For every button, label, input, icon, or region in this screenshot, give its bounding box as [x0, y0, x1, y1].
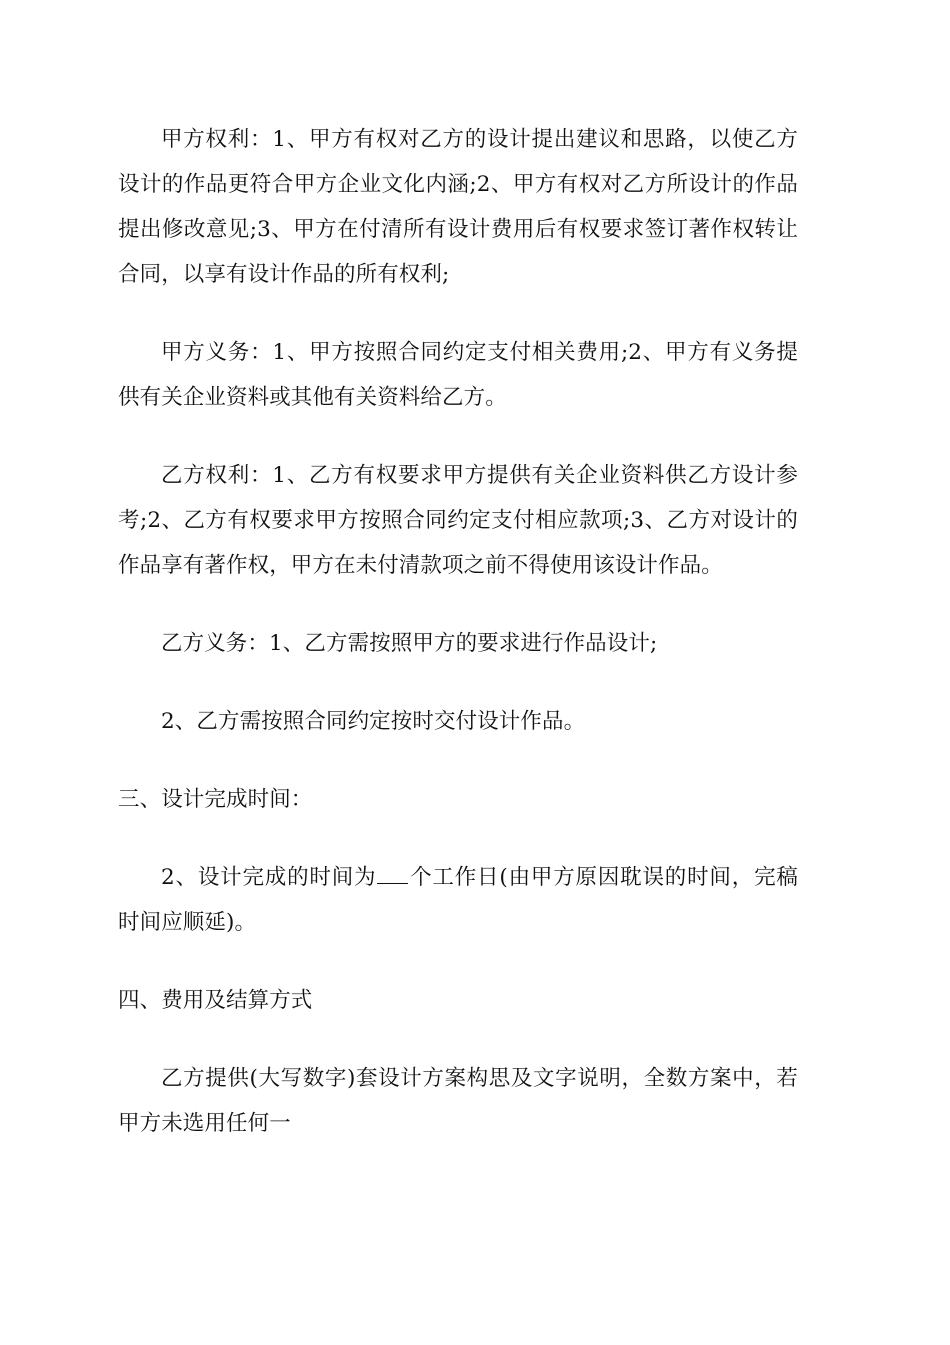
completion-time-paragraph — [118, 855, 798, 945]
party-a-obligations-paragraph: 甲方义务：1、甲方按照合同约定支付相关费用;2、甲方有义务提供有关企业资料或其他有关资料给乙方。 — [118, 340, 798, 410]
section-heading-fees-settlement: 四、费用及结算方式 — [118, 988, 313, 1013]
section-heading-completion-time: 三、设计完成时间： — [118, 787, 313, 812]
design-proposals-paragraph: 乙方提供(大写数字)套设计方案构思及文字说明，全数方案中，若甲方未选用任何一 — [118, 1066, 798, 1136]
blank-underline — [377, 861, 408, 884]
party-b-rights-paragraph: 乙方权利：1、乙方有权要求甲方提供有关企业资料供乙方设计参考;2、乙方有权要求甲方按照合同约定支付相应款项;3、乙方对设计的作品享有著作权，甲方在未付清款项之前不得使用该设计作品。 — [118, 463, 798, 578]
party-b-obligations-paragraph: 乙方义务：1、乙方需按照甲方的要求进行作品设计; — [161, 631, 658, 656]
completion-time-text-before: 2、设计完成的时间为 — [161, 865, 377, 890]
party-a-rights-paragraph: 甲方权利：1、甲方有权对乙方的设计提出建议和思路，以使乙方设计的作品更符合甲方企业文化内涵;2、甲方有权对乙方所设计的作品提出修改意见;3、甲方在付清所有设计费用后有权要求签订著作权转让合同，以享有设计作品的所有权利; — [118, 127, 798, 287]
document-page — [118, 117, 798, 1146]
party-b-delivery-paragraph: 2、乙方需按照合同约定按时交付设计作品。 — [161, 709, 586, 734]
completion-time-text-after: 个工作日(由甲方原因耽误的时间，完稿时间应顺延)。 — [118, 865, 798, 935]
